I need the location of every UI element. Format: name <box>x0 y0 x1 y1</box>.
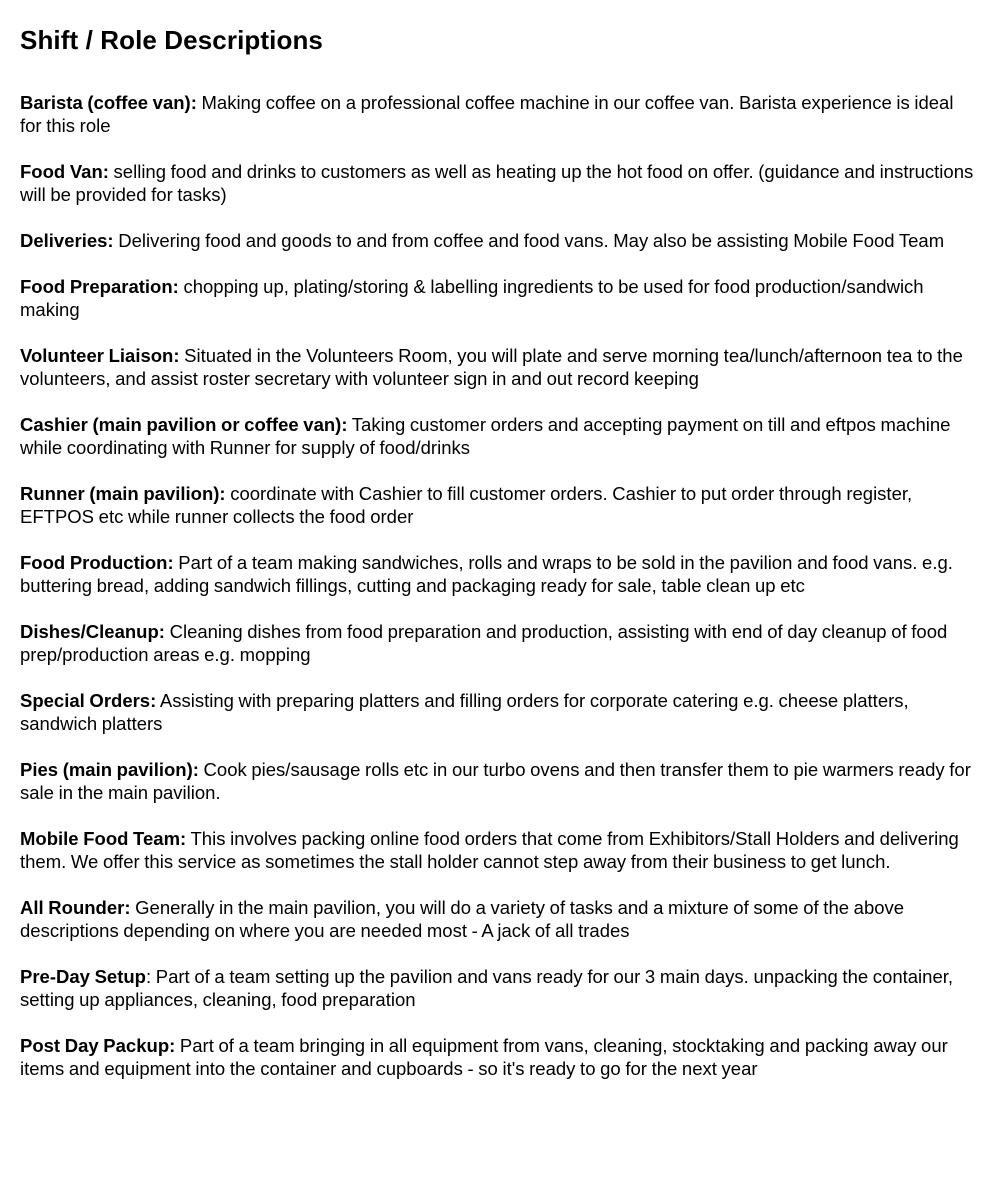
role-name: Deliveries: <box>20 230 114 251</box>
role-item-barista <box>20 91 975 137</box>
role-item-pies <box>20 758 975 804</box>
role-description: Part of a team bringing in all equipment from vans, cleaning, stocktaking and packing away our items and equipment into the container and cupboards - so it's ready to go for the next year <box>20 1035 948 1079</box>
role-item-deliveries <box>20 229 975 252</box>
role-name: Pies (main pavilion): <box>20 759 199 780</box>
role-description: : Part of a team setting up the pavilion and vans ready for our 3 main days. unpacking the container, setting up appliances, cleaning, food preparation <box>20 966 954 1010</box>
role-item-all-rounder <box>20 896 975 942</box>
role-description: Situated in the Volunteers Room, you will plate and serve morning tea/lunch/afternoon tea to the volunteers, and assist roster secretary with volunteer sign in and out record keeping <box>20 345 963 389</box>
role-name: Volunteer Liaison: <box>20 345 180 366</box>
role-item-dishes-cleanup <box>20 620 975 666</box>
role-item-food-production <box>20 551 975 597</box>
role-name: Food Van: <box>20 161 109 182</box>
role-description: Making coffee on a professional coffee machine in our coffee van. Barista experience is ideal for this role <box>20 92 954 136</box>
role-description: chopping up, plating/storing & labelling ingredients to be used for food production/sandwich making <box>20 276 924 320</box>
role-description: Delivering food and goods to and from coffee and food vans. May also be assisting Mobile Food Team <box>113 230 945 251</box>
role-description: Assisting with preparing platters and filling orders for corporate catering e.g. cheese platters, sandwich platters <box>20 690 909 734</box>
role-item-mobile-food-team <box>20 827 975 873</box>
role-item-food-preparation <box>20 275 975 321</box>
role-name: Special Orders: <box>20 690 157 711</box>
role-item-pre-day-setup <box>20 965 975 1011</box>
role-name: All Rounder: <box>20 897 131 918</box>
role-name: Runner (main pavilion): <box>20 483 226 504</box>
role-description: Part of a team making sandwiches, rolls and wraps to be sold in the pavilion and food vans. e.g. buttering bread, adding sandwich fillings, cutting and packaging ready for sale, table clean up etc <box>20 552 953 596</box>
role-name: Barista (coffee van): <box>20 92 197 113</box>
document-page <box>20 24 975 1103</box>
role-name: Mobile Food Team: <box>20 828 187 849</box>
role-name: Food Preparation: <box>20 276 179 297</box>
role-description: Taking customer orders and accepting payment on till and eftpos machine while coordinating with Runner for supply of food/drinks <box>20 414 951 458</box>
role-name: Dishes/Cleanup: <box>20 621 165 642</box>
role-description: coordinate with Cashier to fill customer orders. Cashier to put order through register, EFTPOS etc while runner collects the food order <box>20 483 913 527</box>
role-description: Cook pies/sausage rolls etc in our turbo ovens and then transfer them to pie warmers ready for sale in the main pavilion. <box>20 759 971 803</box>
role-item-volunteer-liaison <box>20 344 975 390</box>
role-name: Food Production: <box>20 552 174 573</box>
role-name: Post Day Packup: <box>20 1035 176 1056</box>
role-item-cashier <box>20 413 975 459</box>
role-description: Cleaning dishes from food preparation and production, assisting with end of day cleanup of food prep/production areas e.g. mopping <box>20 621 948 665</box>
role-list <box>20 91 975 1080</box>
page-title: Shift / Role Descriptions <box>20 25 323 55</box>
role-name: Pre-Day Setup <box>20 966 146 987</box>
role-description: This involves packing online food orders that come from Exhibitors/Stall Holders and delivering them. We offer this service as sometimes the stall holder cannot step away from their business to get lunch. <box>20 828 959 872</box>
role-item-special-orders <box>20 689 975 735</box>
role-item-food-van <box>20 160 975 206</box>
role-description: Generally in the main pavilion, you will do a variety of tasks and a mixture of some of the above descriptions depending on where you are needed most - A jack of all trades <box>20 897 905 941</box>
role-description: selling food and drinks to customers as well as heating up the hot food on offer. (guidance and instructions will be provided for tasks) <box>20 161 974 205</box>
role-name: Cashier (main pavilion or coffee van): <box>20 414 348 435</box>
role-item-post-day-packup <box>20 1034 975 1080</box>
role-item-runner <box>20 482 975 528</box>
